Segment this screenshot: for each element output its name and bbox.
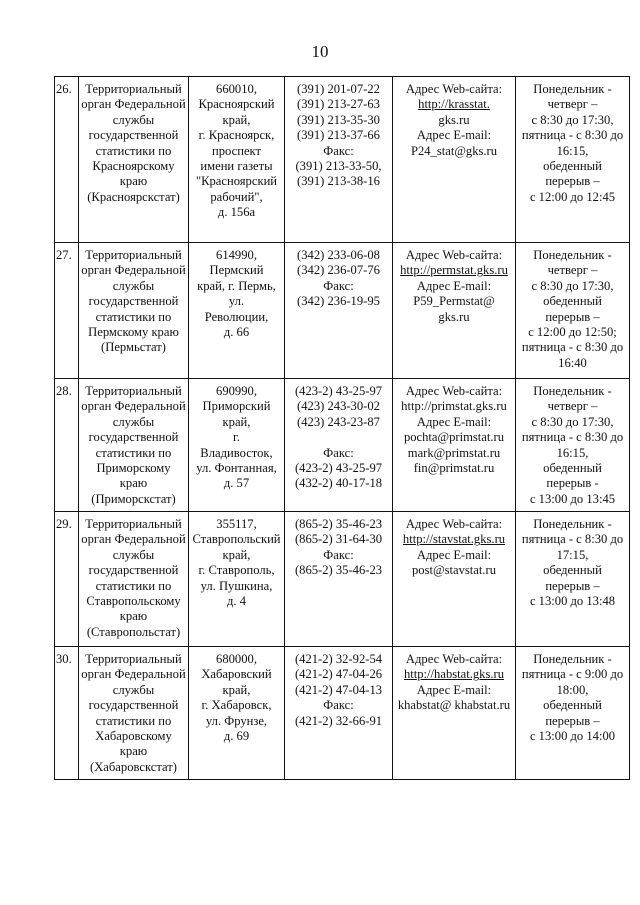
address-line: д. 4 bbox=[226, 594, 246, 609]
phone-line: (342) 236-07-76 bbox=[297, 263, 380, 278]
hours-line: обеденный bbox=[543, 563, 602, 578]
table-row bbox=[55, 77, 630, 243]
phone-cell bbox=[285, 512, 393, 647]
org-name-line: (Пермьстат) bbox=[101, 340, 166, 355]
web-cell bbox=[393, 512, 516, 647]
org-name-line: Приморскому bbox=[96, 461, 171, 476]
hours-line: 18:00, bbox=[556, 682, 589, 697]
org-name-line: краю bbox=[119, 476, 148, 491]
org-name-line: орган Федеральной bbox=[81, 399, 186, 414]
hours-line: с 13:00 до 13:45 bbox=[529, 491, 616, 506]
web-cell bbox=[393, 647, 516, 780]
web-line: mark@primstat.ru bbox=[407, 445, 501, 460]
phone-line: (391) 213-38-16 bbox=[297, 174, 380, 189]
hours-line: с 13:00 до 13:48 bbox=[529, 594, 616, 609]
hours-line: пятница - с 8:30 до bbox=[521, 128, 624, 143]
hours-line: Понедельник - bbox=[533, 82, 612, 96]
web-line: Адрес E-mail: bbox=[416, 547, 492, 562]
phone-cell bbox=[285, 243, 393, 379]
org-name-line: статистики по bbox=[95, 713, 172, 728]
phone-line: (391) 213-27-63 bbox=[297, 97, 380, 112]
phone-line: (421-2) 32-92-54 bbox=[294, 652, 383, 666]
hours-line: перерыв - bbox=[546, 476, 599, 491]
table-body bbox=[55, 77, 630, 780]
phone-line: (391) 213-33-50, bbox=[295, 159, 382, 174]
phone-line: Факс: bbox=[323, 698, 354, 713]
web-cell bbox=[393, 379, 516, 512]
hours-line: Понедельник - bbox=[533, 517, 612, 531]
hours-line: четверг – bbox=[547, 97, 598, 112]
hours-line: 17:15, bbox=[556, 547, 589, 562]
address-line: ул. Фрунзе, bbox=[205, 713, 268, 728]
address-line: 680000, bbox=[216, 652, 257, 666]
phone-line: (423-2) 43-25-97 bbox=[294, 384, 383, 398]
address-cell bbox=[189, 647, 285, 780]
address-line: Революции, bbox=[204, 309, 269, 324]
org-name-line: государственной bbox=[88, 294, 179, 309]
org-name-line: орган Федеральной bbox=[81, 667, 186, 682]
address-line: д. 156а bbox=[217, 205, 256, 220]
row-number: 26. bbox=[55, 77, 79, 243]
address-line: Ставропольский bbox=[192, 532, 281, 547]
address-line: проспект bbox=[211, 143, 262, 158]
hours-line: с 12:00 до 12:45 bbox=[529, 189, 616, 204]
web-line: Адрес E-mail: bbox=[416, 128, 492, 143]
table-row bbox=[55, 647, 630, 780]
hours-cell bbox=[516, 77, 630, 243]
row-number: 27. bbox=[55, 243, 79, 379]
hours-line: Понедельник - bbox=[533, 652, 612, 666]
hours-line: перерыв – bbox=[545, 309, 600, 324]
org-name-line: (Хабаровскстат) bbox=[90, 759, 177, 774]
phone-line: Факс: bbox=[323, 278, 354, 293]
address-line: Пермский bbox=[209, 263, 264, 278]
org-name-line: статистики по bbox=[95, 309, 172, 324]
org-name-cell bbox=[79, 647, 189, 780]
address-line: г. Хабаровск, bbox=[201, 698, 272, 713]
hours-line: обеденный bbox=[543, 698, 602, 713]
hours-line: с 8:30 до 17:30, bbox=[531, 414, 614, 429]
phone-line: (342) 236-19-95 bbox=[297, 294, 380, 309]
org-name-line: орган Федеральной bbox=[81, 263, 186, 278]
org-name-line: Территориальный bbox=[85, 248, 182, 262]
web-line: P24_stat@gks.ru bbox=[410, 143, 498, 158]
address-line: Приморский bbox=[202, 399, 271, 414]
phone-line: Факс: bbox=[323, 547, 354, 562]
phone-line: (423) 243-23-87 bbox=[297, 414, 380, 429]
hours-line: с 8:30 до 17:30, bbox=[531, 278, 614, 293]
org-name-line: статистики по bbox=[95, 445, 172, 460]
hours-line: пятница - с 8:30 до bbox=[521, 340, 624, 355]
org-name-line: службы bbox=[112, 547, 155, 562]
web-line: pochta@primstat.ru bbox=[403, 430, 505, 445]
phone-line: (391) 213-35-30 bbox=[297, 112, 380, 127]
address-line: 355117, bbox=[216, 517, 257, 531]
address-cell bbox=[189, 379, 285, 512]
org-name-line: государственной bbox=[88, 128, 179, 143]
org-name-line: службы bbox=[112, 278, 155, 293]
table-row bbox=[55, 243, 630, 379]
org-name-line: статистики по bbox=[95, 143, 172, 158]
hours-line: 16:15, bbox=[556, 445, 589, 460]
address-line: Хабаровский bbox=[201, 667, 272, 682]
address-line: "Красноярский bbox=[195, 174, 278, 189]
org-name-line: службы bbox=[112, 682, 155, 697]
hours-line: обеденный bbox=[543, 159, 602, 174]
web-line: http://krasstat. bbox=[418, 97, 490, 112]
hours-cell bbox=[516, 647, 630, 780]
org-name-line: Хабаровскому bbox=[95, 729, 172, 744]
web-line: Адрес E-mail: bbox=[416, 682, 492, 697]
address-cell bbox=[189, 243, 285, 379]
org-name-line: орган Федеральной bbox=[81, 97, 186, 112]
web-line: fin@primstat.ru bbox=[413, 461, 495, 476]
address-line: ул. Фонтанная, bbox=[196, 461, 277, 476]
address-line: рабочий", bbox=[210, 189, 263, 204]
hours-line: пятница - с 8:30 до bbox=[521, 430, 624, 445]
org-name-line: (Красноярскстат) bbox=[87, 189, 180, 204]
address-line: г. bbox=[233, 430, 240, 445]
address-cell bbox=[189, 512, 285, 647]
phone-line: (342) 233-06-08 bbox=[297, 248, 380, 262]
phone-line: (391) 201-07-22 bbox=[297, 82, 380, 96]
web-line: P59_Permstat@ bbox=[413, 294, 495, 309]
org-name-line: службы bbox=[112, 112, 155, 127]
hours-line: четверг – bbox=[547, 263, 598, 278]
org-name-line: краю bbox=[119, 609, 148, 624]
web-line: http://primstat.gks.ru bbox=[401, 399, 507, 414]
hours-line: обеденный bbox=[543, 294, 602, 309]
page-number: 10 bbox=[311, 42, 329, 61]
hours-line: с 12:00 до 12:50; bbox=[528, 325, 617, 340]
phone-line: (421-2) 47-04-13 bbox=[294, 682, 383, 697]
org-name-line: Территориальный bbox=[85, 652, 182, 666]
address-line: д. 66 bbox=[223, 325, 250, 340]
org-name-line: Ставропольскому bbox=[86, 594, 181, 609]
hours-cell bbox=[516, 512, 630, 647]
address-line: Владивосток, bbox=[200, 445, 273, 460]
web-line: http://stavstat.gks.ru bbox=[402, 532, 506, 547]
org-name-line: Территориальный bbox=[85, 82, 182, 96]
address-line: 660010, bbox=[216, 82, 257, 96]
address-cell bbox=[189, 77, 285, 243]
web-line: Адрес E-mail: bbox=[416, 278, 492, 293]
phone-line: (865-2) 35-46-23 bbox=[294, 517, 383, 531]
web-line: khabstat@ khabstat.ru bbox=[397, 698, 511, 713]
address-line: Красноярский bbox=[198, 97, 275, 112]
phone-cell bbox=[285, 647, 393, 780]
hours-line: Понедельник - bbox=[533, 384, 612, 398]
org-name-line: государственной bbox=[88, 430, 179, 445]
address-line: ул. bbox=[228, 294, 245, 309]
org-name-line: орган Федеральной bbox=[81, 532, 186, 547]
address-line: г. Ставрополь, bbox=[198, 563, 275, 578]
row-number: 29. bbox=[55, 512, 79, 647]
hours-line: с 13:00 до 14:00 bbox=[529, 729, 616, 744]
hours-line: перерыв – bbox=[545, 174, 600, 189]
org-name-cell bbox=[79, 512, 189, 647]
org-name-line: Территориальный bbox=[85, 384, 182, 398]
offices-table bbox=[54, 76, 630, 780]
address-line: г. Красноярск, bbox=[198, 128, 275, 143]
web-line: gks.ru bbox=[438, 112, 470, 127]
hours-line: 16:15, bbox=[556, 143, 589, 158]
address-line: 614990, bbox=[216, 248, 257, 262]
phone-line: (432-2) 40-17-18 bbox=[294, 476, 383, 491]
hours-line: четверг – bbox=[547, 399, 598, 414]
web-line: Адрес Web-сайта: bbox=[405, 652, 503, 666]
web-line: Адрес Web-сайта: bbox=[405, 517, 503, 531]
org-name-cell bbox=[79, 379, 189, 512]
address-line: край, bbox=[222, 112, 251, 127]
phone-line: (865-2) 31-64-30 bbox=[294, 532, 383, 547]
web-line: Адрес Web-сайта: bbox=[405, 248, 503, 262]
table-row bbox=[55, 512, 630, 647]
hours-line: перерыв – bbox=[545, 713, 600, 728]
hours-cell bbox=[516, 243, 630, 379]
phone-cell bbox=[285, 77, 393, 243]
address-line: край, bbox=[222, 682, 251, 697]
web-line: http://permstat.gks.ru bbox=[400, 263, 508, 278]
org-name-cell bbox=[79, 243, 189, 379]
web-line: Адрес E-mail: bbox=[416, 414, 492, 429]
phone-line: (423) 243-30-02 bbox=[297, 399, 380, 414]
address-line: край, bbox=[222, 414, 251, 429]
org-name-line: службы bbox=[112, 414, 155, 429]
org-name-line: Территориальный bbox=[85, 517, 182, 531]
address-line: край, г. Пермь, bbox=[197, 278, 276, 293]
hours-line: 16:40 bbox=[558, 355, 587, 370]
org-name-line: государственной bbox=[88, 563, 179, 578]
org-name-line: Красноярскому bbox=[92, 159, 175, 174]
web-line: Адрес Web-сайта: bbox=[405, 384, 503, 398]
hours-line: с 8:30 до 17:30, bbox=[531, 112, 614, 127]
table-row bbox=[55, 379, 630, 512]
web-line: Адрес Web-сайта: bbox=[405, 82, 503, 96]
row-number: 28. bbox=[55, 379, 79, 512]
org-name-line: краю bbox=[119, 174, 148, 189]
address-line: край, bbox=[222, 547, 251, 562]
address-line: 690990, bbox=[216, 384, 257, 398]
phone-cell bbox=[285, 379, 393, 512]
org-name-line: краю bbox=[119, 744, 148, 759]
hours-line: Понедельник - bbox=[533, 248, 612, 262]
web-cell bbox=[393, 243, 516, 379]
org-name-line: (Приморскстат) bbox=[91, 491, 176, 506]
web-line: post@stavstat.ru bbox=[411, 563, 496, 578]
org-name-line: статистики по bbox=[95, 578, 172, 593]
address-line: ул. Пушкина, bbox=[200, 578, 273, 593]
phone-line: (421-2) 32-66-91 bbox=[294, 713, 383, 728]
hours-line: обеденный bbox=[543, 461, 602, 476]
phone-line bbox=[287, 430, 390, 445]
phone-line: (423-2) 43-25-97 bbox=[294, 461, 383, 476]
hours-line: перерыв – bbox=[545, 578, 600, 593]
address-line: д. 69 bbox=[223, 729, 250, 744]
org-name-line: государственной bbox=[88, 698, 179, 713]
address-line: имени газеты bbox=[200, 159, 273, 174]
hours-line: пятница - с 8:30 до bbox=[521, 532, 624, 547]
phone-line: Факс: bbox=[323, 143, 354, 158]
phone-line: (865-2) 35-46-23 bbox=[294, 563, 383, 578]
hours-cell bbox=[516, 379, 630, 512]
phone-line: (391) 213-37-66 bbox=[297, 128, 380, 143]
phone-line: (421-2) 47-04-26 bbox=[294, 667, 383, 682]
row-number: 30. bbox=[55, 647, 79, 780]
org-name-cell bbox=[79, 77, 189, 243]
org-name-line: Пермскому краю bbox=[88, 325, 179, 340]
web-line: http://habstat.gks.ru bbox=[403, 667, 505, 682]
web-cell bbox=[393, 77, 516, 243]
web-line: gks.ru bbox=[438, 309, 470, 324]
hours-line: пятница - с 9:00 до bbox=[521, 667, 624, 682]
address-line: д. 57 bbox=[223, 476, 250, 491]
phone-line: Факс: bbox=[323, 445, 354, 460]
org-name-line: (Ставропольстат) bbox=[86, 624, 181, 639]
